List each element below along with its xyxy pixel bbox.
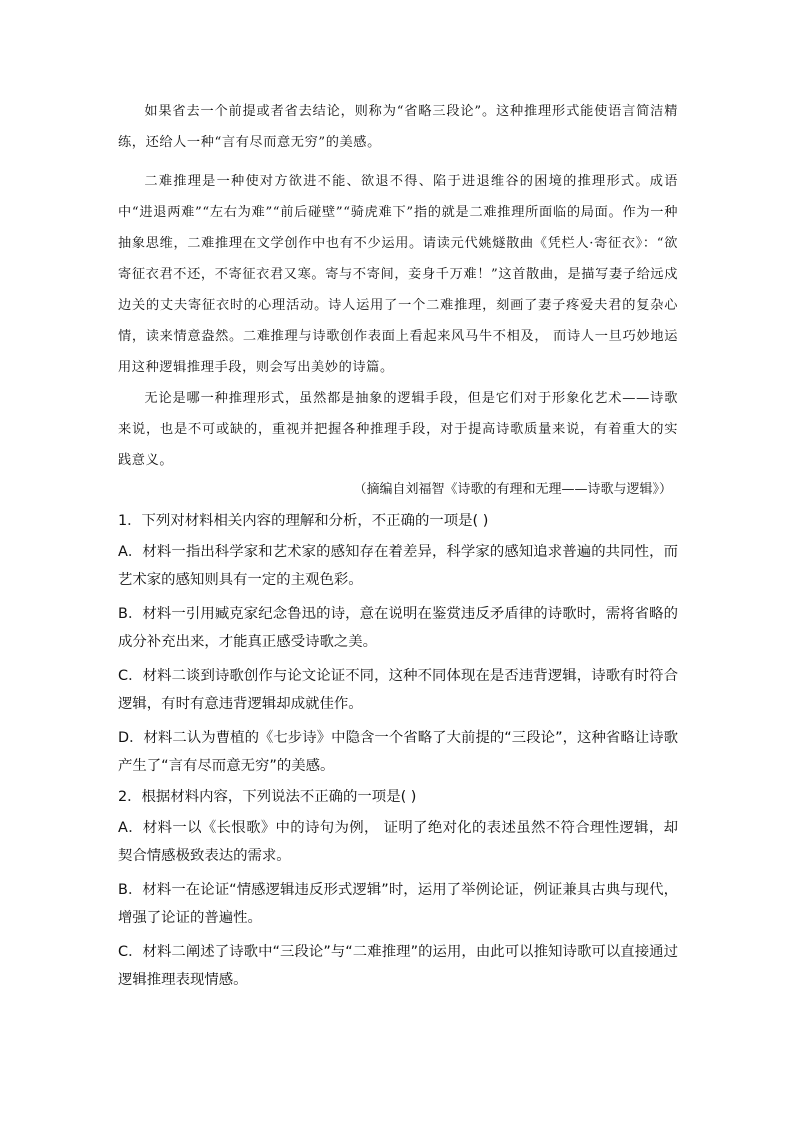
question-2-stem: 2．根据材料内容，下列说法不正确的一项是( ): [118, 789, 417, 805]
question-2-option-a: A．材料一以《长恨歌》中的诗句为例， 证明了绝对化的表述虽然不符合理性逻辑，却契合情感极致表达的需求。: [118, 820, 678, 864]
question-1-option-d: D．材料二认为曹植的《七步诗》中隐含一个省略了大前提的“三段论”，这种省略让诗歌产生了“言有尽而意无穷”的美感。: [118, 730, 678, 774]
document-page: [118, 96, 678, 994]
passage-paragraph-3: 无论是哪一种推理形式，虽然都是抽象的逻辑手段，但是它们对于形象化艺术——诗歌来说，也是不可或缺的，重视并把握各种推理手段，对于提高诗歌质量来说，有着重大的实践意义。: [118, 391, 678, 468]
question-1: [118, 510, 678, 780]
passage-paragraph-1: 如果省去一个前提或者省去结论，则称为“省略三段论”。这种推理形式能使语言简洁精练，还给人一种“言有尽而意无穷”的美感。: [118, 104, 678, 150]
source-citation: （摘编自刘福智《诗歌的有理和无理——诗歌与逻辑》）: [353, 482, 672, 497]
question-1-option-c: C．材料二谈到诗歌创作与论文论证不同，这种不同体现在是否违背逻辑，诗歌有时符合逻辑，有时有意违背逻辑却成就佳作。: [118, 668, 678, 712]
question-1-option-a: A．材料一指出科学家和艺术家的感知存在着差异，科学家的感知追求普遍的共同性，而艺术家的感知则具有一定的主观色彩。: [118, 544, 678, 588]
passage-paragraph-2: 二难推理是一种使对方欲进不能、欲退不得、陷于进退维谷的困境的推理形式。成语中“进退两难”“左右为难”“前后碰壁”“骑虎难下”指的就是二难推理所面临的局面。作为一种抽象思维，二难推理在文学创作中也有不少运用。请读元代姚燧散曲《凭栏人·寄征衣》：“欲寄征衣君不还，不寄征衣君又寒。寄与不寄间，妾身千万难！”这首散曲，是描写妻子给远戍边关的丈夫寄征衣时的心理活动。诗人运用了一个二难推理，刻画了妻子疼爱夫君的复杂心情，读来情意盎然。二难推理与诗歌创作表面上看起来风马牛不相及， 而诗人一旦巧妙地运用这种逻辑推理手段，则会写出美妙的诗篇。: [118, 174, 678, 375]
question-2-option-b: B．材料一在论证“情感逻辑违反形式逻辑”时，运用了举例论证，例证兼具古典与现代，增强了论证的普遍性。: [118, 882, 678, 926]
question-1-stem: 1．下列对材料相关内容的理解和分析，不正确的一项是( ): [118, 513, 489, 529]
question-1-option-b: B．材料一引用臧克家纪念鲁迅的诗，意在说明在鉴赏违反矛盾律的诗歌时，需将省略的成分补充出来，才能真正感受诗歌之美。: [118, 606, 678, 650]
question-2-option-c: C．材料二阐述了诗歌中“三段论”与“二难推理”的运用，由此可以推知诗歌可以直接通过逻辑推理表现情感。: [118, 944, 678, 988]
question-2: [118, 786, 678, 994]
